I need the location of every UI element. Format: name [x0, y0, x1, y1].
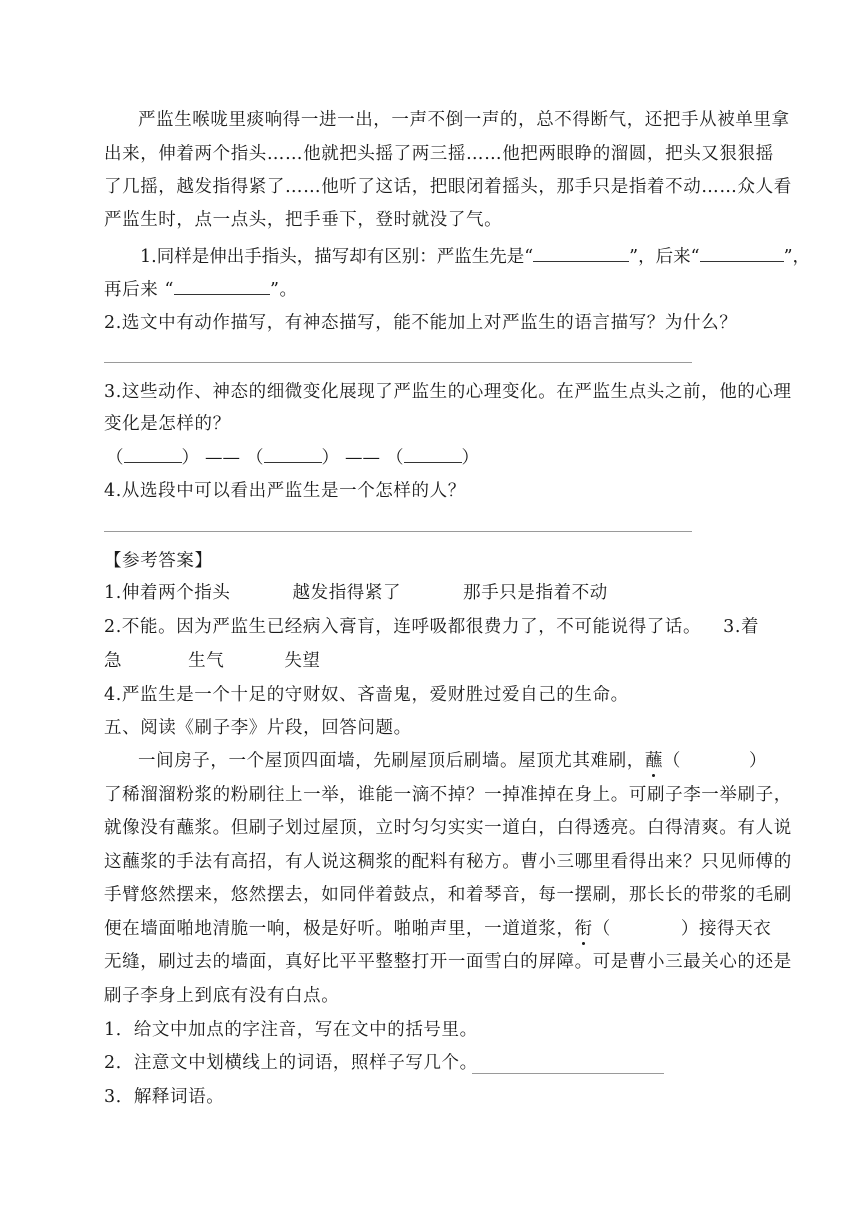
- answer-blank-1[interactable]: [533, 245, 629, 262]
- passage2-line: 便在墙面啪地清脆一响，极是好听。啪啪声里，一道道浆，衔（ ）接得天衣: [104, 919, 772, 939]
- mental-change-chain: （ ） —— （ ） —— （ ）: [106, 448, 479, 468]
- answer-line[interactable]: [472, 1073, 664, 1074]
- passage2-line: 了稀溜溜粉浆的粉刷往上一举，谁能一滴不掉？一掉准掉在身上。可刷子李一举刷子，: [104, 785, 792, 805]
- section5-question-3: 3．解释词语。: [104, 1087, 225, 1107]
- answers-header: 【参考答案】: [104, 551, 213, 571]
- passage2-line: 这蘸浆的手法有高招，有人说这稠浆的配料有秘方。曹小三哪里看得出来？只见师傅的: [104, 852, 792, 872]
- dotted-char: 衔: [574, 919, 593, 939]
- question-3: 3.这些动作、神态的细微变化展现了严监生的心理变化。在严监生点头之前，他的心理: [104, 382, 792, 402]
- passage2-line: 手臂悠然摆来，悠然摆去，如同伴着鼓点，和着琴音，每一摆刷，那长长的带浆的毛刷: [104, 885, 792, 905]
- answer-3: 急 生气 失望: [104, 651, 321, 671]
- question-4: 4.从选段中可以看出严监生是一个怎样的人？: [104, 481, 466, 501]
- answer-blank-2[interactable]: [700, 245, 784, 262]
- passage2-line: 就像没有蘸浆。但刷子划过屋顶，立时匀匀实实一道白，白得透亮。白得清爽。有人说: [104, 818, 792, 838]
- passage-line: 严监生时，点一点头，把手垂下，登时就没了气。: [104, 210, 503, 230]
- passage-line: 出来，伸着两个指头……他就把头摇了两三摇……他把两眼睁的溜圆，把头又狠狠摇: [104, 144, 774, 164]
- section-5-title: 五、阅读《刷子李》片段，回答问题。: [104, 718, 412, 738]
- answer-line[interactable]: [104, 362, 692, 363]
- question-3-cont: 变化是怎样的？: [104, 414, 231, 434]
- question-1: 1.同样是伸出手指头，描写却有区别：严监生先是“ ”，后来“ ”，: [140, 247, 811, 267]
- passage2-line: 无缝，刷过去的墙面，真好比平平整整打开一面雪白的屏障。可是曹小三最关心的还是: [104, 952, 792, 972]
- answer-2: 2.不能。因为严监生已经病入膏肓，连呼吸都很费力了，不可能说得了话。 3.着: [104, 617, 760, 637]
- question-1-cont: 再后来 “ ”。: [104, 280, 298, 300]
- passage2-line: 一间房子，一个屋顶四面墙，先刷屋顶后刷墙。屋顶尤其难刷，蘸（ ）: [138, 751, 768, 771]
- answer-blank-4[interactable]: [124, 446, 182, 463]
- answer-4: 4.严监生是一个十足的守财奴、吝啬鬼，爱财胜过爱自己的生命。: [104, 685, 629, 705]
- answer-blank-5[interactable]: [264, 446, 322, 463]
- answer-line[interactable]: [104, 531, 692, 532]
- section5-question-1: 1．给文中加点的字注音，写在文中的括号里。: [104, 1020, 478, 1040]
- answer-blank-6[interactable]: [404, 446, 462, 463]
- answer-blank-3[interactable]: [174, 278, 270, 295]
- answer-1: 1.伸着两个指头 越发指得紧了 那手只是指着不动: [104, 583, 608, 603]
- dotted-char: 蘸: [644, 751, 663, 771]
- passage2-line: 刷子李身上到底有没有白点。: [104, 986, 340, 1006]
- passage-line: 了几摇，越发指得紧了……他听了这话，把眼闭着摇头，那手只是指着不动……众人看: [104, 177, 792, 197]
- passage-line: 严监生喉咙里痰响得一进一出，一声不倒一声的，总不得断气，还把手从被单里拿: [138, 110, 790, 130]
- section5-question-2: 2．注意文中划横线上的词语，照样子写几个。: [104, 1053, 478, 1073]
- question-2: 2.选文中有动作描写，有神态描写，能不能加上对严监生的语言描写？为什么？: [104, 313, 738, 333]
